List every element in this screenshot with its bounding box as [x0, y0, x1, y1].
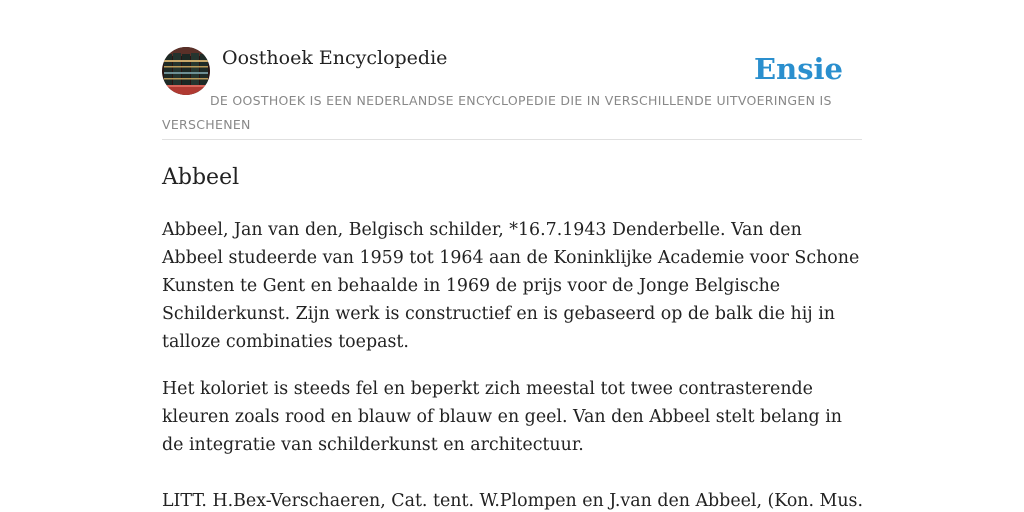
site-header — [162, 46, 862, 140]
article-title: Abbeel — [162, 165, 240, 190]
book-spines-icon — [162, 47, 210, 95]
article — [162, 160, 862, 512]
site-tagline: DE OOSTHOEK IS EEN NEDERLANDSE ENCYCLOPEDIE DIE IN VERSCHILLENDE UITVOERINGEN IS VERSCHENEN — [162, 93, 832, 132]
article-paragraph: Het koloriet is steeds fel en beperkt zich meestal tot twee contrasterende kleuren zoals rood en blauw of blauw en geel. Van den Abbeel stelt belang in de integratie van schilderkunst en architectuur. — [162, 379, 842, 455]
site-avatar[interactable] — [162, 47, 210, 95]
article-paragraph: Abbeel, Jan van den, Belgisch schilder, *16.7.1943 Denderbelle. Van den Abbeel studeerde van 1959 tot 1964 aan de Koninklijke Academie voor Schone Kunsten te Gent en behaalde in 1969 de prijs voor de Jonge Belgische Schilderkunst. Zijn werk is constructief en is gebaseerd op de balk die hij in talloze combinaties toepast. — [162, 220, 860, 352]
site-name[interactable]: Oosthoek Encyclopedie — [222, 47, 448, 69]
article-literature: LITT. H.Bex-Verschaeren, Cat. tent. W.Plompen en J.van den Abbeel, (Kon. Mus. — [162, 491, 864, 511]
brand-logo[interactable]: Ensie — [754, 52, 843, 86]
